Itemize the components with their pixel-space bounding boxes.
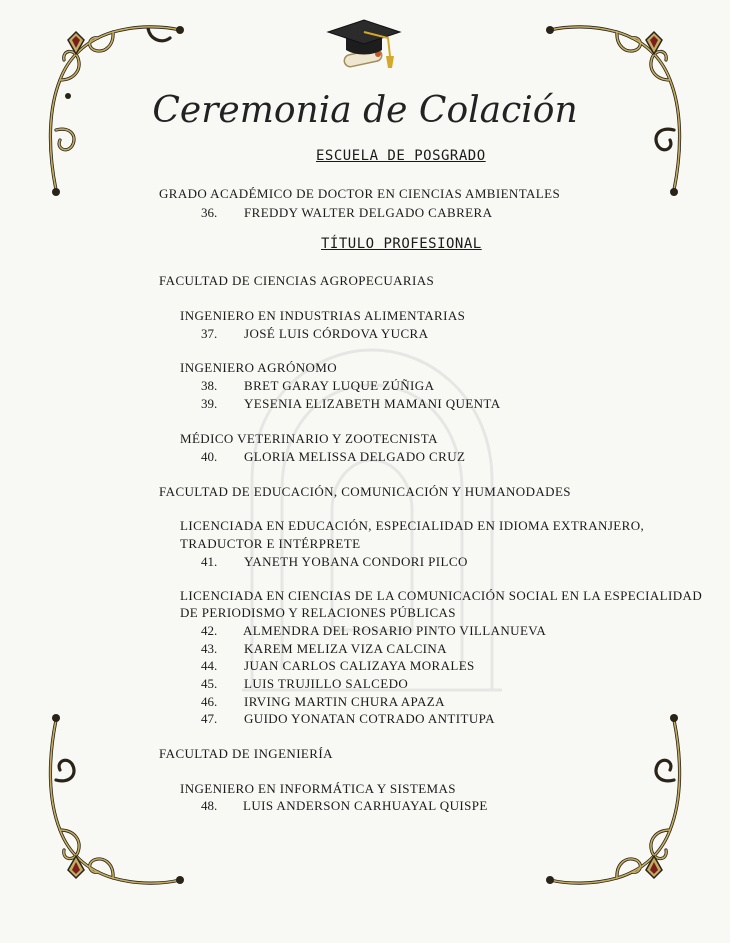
graduate-name: FREDDY WALTER DELGADO CABRERA	[244, 205, 493, 220]
entry-number: 43.	[201, 641, 218, 656]
graduate-name: GLORIA MELISSA DELGADO CRUZ	[244, 449, 466, 464]
program-heading: TRADUCTOR E INTÉRPRETE	[180, 536, 361, 551]
graduate-name: IRVING MARTIN CHURA APAZA	[244, 694, 445, 709]
entry-number: 36.	[201, 205, 218, 220]
entry-number: 42.	[201, 623, 218, 638]
faculty-heading: FACULTAD DE CIENCIAS AGROPECUARIAS	[159, 273, 435, 288]
faculty-heading: FACULTAD DE INGENIERÍA	[159, 746, 333, 761]
program-heading: INGENIERO EN INDUSTRIAS ALIMENTARIAS	[180, 308, 466, 323]
ornamental-corner-icon	[542, 710, 692, 900]
program-heading: INGENIERO EN INFORMÁTICA Y SISTEMAS	[180, 781, 456, 796]
graduate-name: JUAN CARLOS CALIZAYA MORALES	[244, 658, 475, 673]
graduate-name: YANETH YOBANA CONDORI PILCO	[244, 554, 468, 569]
section-header-posgrado: ESCUELA DE POSGRADO	[316, 148, 486, 164]
program-heading: MÉDICO VETERINARIO Y ZOOTECNISTA	[180, 431, 438, 446]
graduate-name: KAREM MELIZA VIZA CALCINA	[244, 641, 447, 656]
graduate-name: LUIS TRUJILLO SALCEDO	[244, 676, 409, 691]
graduate-name: JOSÉ LUIS CÓRDOVA YUCRA	[244, 326, 429, 341]
entry-number: 45.	[201, 676, 218, 691]
page-title: Ceremonia de Colación	[152, 90, 578, 131]
program-heading: LICENCIADA EN CIENCIAS DE LA COMUNICACIÓN SOCIAL EN LA ESPECIALIDAD	[180, 588, 703, 603]
graduation-cap-icon	[326, 12, 402, 74]
entry-number: 46.	[201, 694, 218, 709]
program-heading: DE PERIODISMO Y RELACIONES PÚBLICAS	[180, 605, 456, 620]
entry-number: 44.	[201, 658, 218, 673]
entry-number: 39.	[201, 396, 218, 411]
entry-number: 41.	[201, 554, 218, 569]
program-heading: LICENCIADA EN EDUCACIÓN, ESPECIALIDAD EN IDIOMA EXTRANJERO,	[180, 518, 645, 533]
entry-number: 48.	[201, 798, 218, 813]
entry-number: 37.	[201, 326, 218, 341]
grado-label: GRADO ACADÉMICO DE DOCTOR EN CIENCIAS AMBIENTALES	[159, 186, 561, 201]
graduate-name: GUIDO YONATAN COTRADO ANTITUPA	[244, 711, 495, 726]
section-header-titulo: TÍTULO PROFESIONAL	[321, 236, 482, 252]
faculty-heading: FACULTAD DE EDUCACIÓN, COMUNICACIÓN Y HUMANODADES	[159, 484, 571, 499]
graduate-name: ALMENDRA DEL ROSARIO PINTO VILLANUEVA	[243, 623, 547, 638]
graduate-name: LUIS ANDERSON CARHUAYAL QUISPE	[243, 798, 488, 813]
entry-number: 47.	[201, 711, 218, 726]
entry-number: 40.	[201, 449, 218, 464]
graduate-name: BRET GARAY LUQUE ZÚÑIGA	[244, 378, 435, 393]
ornamental-corner-icon	[38, 710, 188, 900]
graduate-name: YESENIA ELIZABETH MAMANI QUENTA	[244, 396, 501, 411]
program-heading: INGENIERO AGRÓNOMO	[180, 360, 338, 375]
entry-number: 38.	[201, 378, 218, 393]
